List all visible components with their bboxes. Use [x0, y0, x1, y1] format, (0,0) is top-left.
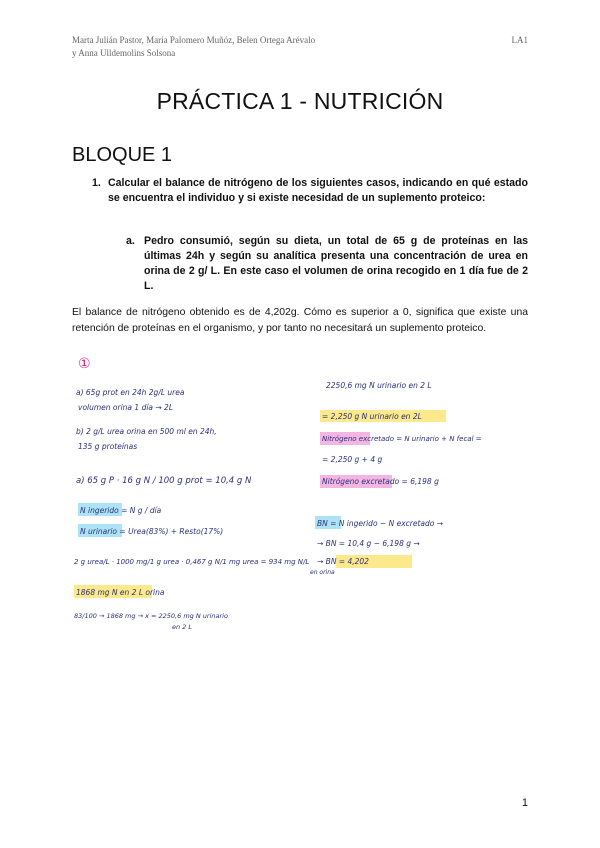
- question-1-text: Calcular el balance de nitrógeno de los siguientes casos, indicando en qué estado se encuentra el individuo y si existe necesidad de un suplemento proteico:: [108, 177, 528, 204]
- page-title: PRÁCTICA 1 - NUTRICIÓN: [156, 88, 444, 114]
- note-left-line: volumen orina 1 día → 2L: [78, 403, 174, 412]
- note-right-line: = 2,250 g N urinario en 2L: [322, 412, 422, 421]
- note-right-line: BN = N ingerido − N excretado →: [317, 519, 444, 528]
- note-left-line: 2 g urea/L · 1000 mg/1 g urea · 0,467 g N/1 mg urea = 934 mg N/L: [74, 558, 310, 566]
- authors-line-1: Marta Julián Pastor, María Palomero Muñóz, Belen Ortega Arévalo: [72, 35, 316, 45]
- handwritten-notes: [60, 352, 490, 642]
- note-left-line: N urinario = Urea(83%) + Resto(17%): [80, 527, 224, 536]
- note-left-line: b) 2 g/L urea orina en 500 ml en 24h,: [76, 427, 217, 436]
- note-right-line: 2250,6 mg N urinario en 2 L: [326, 381, 432, 390]
- note-left-line: a) 65g prot en 24h 2g/L urea: [76, 388, 185, 397]
- group-tag: LA1: [511, 35, 528, 45]
- question-1-number: 1.: [92, 177, 101, 189]
- question-1a-letter: a.: [126, 235, 135, 247]
- authors-line-2: y Anna Ulldemolins Solsona: [72, 48, 176, 58]
- note-left-line: en 2 L: [172, 623, 193, 631]
- note-left-line: en orina: [310, 569, 335, 576]
- answer-paragraph: El balance de nitrógeno obtenido es de 4,202g. Cómo es superior a 0, significa que existe una retención de proteínas en el organismo, y por tanto no necesitará un suplemento proteico.: [72, 307, 528, 334]
- question-1a: [126, 234, 528, 294]
- note-right-line: = 2,250 g + 4 g: [322, 455, 383, 464]
- note-right-line: → BN = 4,202: [317, 557, 369, 566]
- question-1a-text: Pedro consumió, según su dieta, un total de 65 g de proteínas en las últimas 24h y según su analítica presenta una concentración de urea en orina de 2 g/ L. En este caso el volumen de orina recogido en 1 día fue de 2 L.: [144, 235, 528, 292]
- note-left-line: 83/100 → 1868 mg → x = 2250,6 mg N urinario: [74, 612, 228, 620]
- note-left-line: 135 g proteínas: [78, 442, 138, 451]
- note-right-line: Nitrógeno excretado = 6,198 g: [322, 477, 439, 486]
- section-heading: BLOQUE 1: [72, 144, 173, 166]
- note-left-line: 1868 mg N en 2 L orina: [76, 588, 165, 597]
- note-left-line: a) 65 g P · 16 g N / 100 g prot = 10,4 g N: [76, 476, 252, 486]
- page-header: [72, 34, 528, 60]
- note-circle-number: ①: [78, 356, 91, 372]
- note-left-line: N ingerido = N g / día: [80, 506, 162, 515]
- note-right-line: → BN = 10,4 g − 6,198 g →: [317, 539, 420, 548]
- note-right-line: Nitrógeno excretado = N urinario + N fecal =: [322, 435, 482, 443]
- question-1: [92, 176, 528, 206]
- page-number: 1: [521, 797, 528, 809]
